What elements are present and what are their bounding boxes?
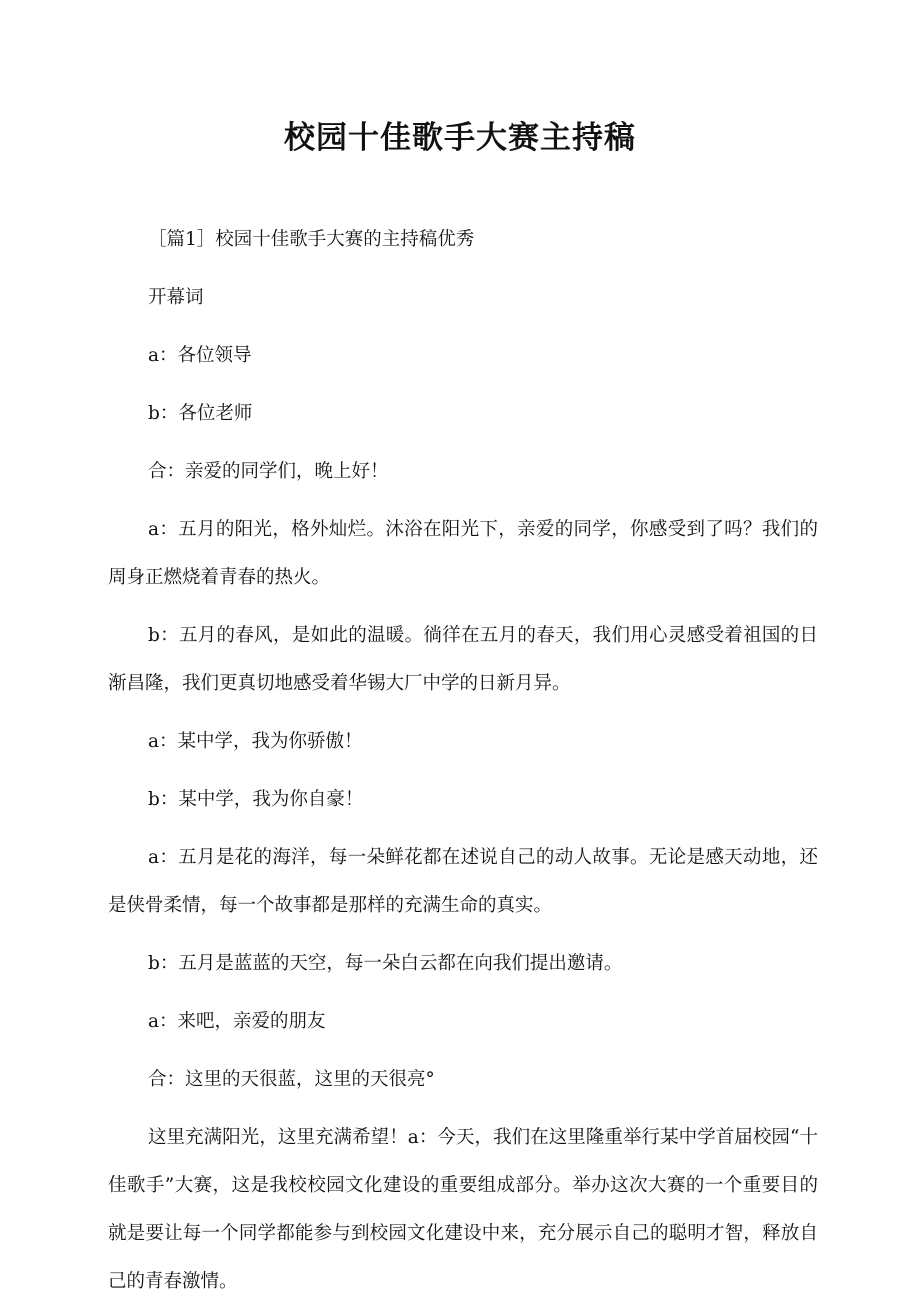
paragraph: a：某中学，我为你骄傲！	[148, 731, 363, 752]
paragraph: b：五月是蓝蓝的天空，每一朵白云都在向我们提出邀请。	[148, 953, 623, 974]
paragraph: a：五月是花的海洋，每一朵鲜花都在述说自己的动人故事。无论是感天动地，还是侠骨柔情，每一个故事都是那样的充满生命的真实。	[108, 847, 818, 916]
paragraph: 这里充满阳光，这里充满希望！a：今天，我们在这里隆重举行某中学首届校园“十佳歌手”大赛，这是我校校园文化建设的重要组成部分。举办这次大赛的一个重要目的就是要让每一个同学都能参与到校园文化建设中来，充分展示自己的聪明才智，释放自己的青春激情。	[108, 1127, 818, 1292]
paragraph: a：来吧，亲爱的朋友	[148, 1011, 326, 1032]
section-heading: ［篇1］校园十佳歌手大赛的主持稿优秀	[148, 229, 475, 250]
paragraph: 开幕词	[148, 287, 204, 308]
document-body	[108, 216, 818, 1316]
paragraph: 合：这里的天很蓝，这里的天很亮°	[148, 1069, 435, 1090]
document-title: 校园十佳歌手大赛主持稿	[284, 120, 636, 156]
paragraph: b：五月的春风，是如此的温暖。徜徉在五月的春天，我们用心灵感受着祖国的日渐昌隆，我们更真切地感受着华锡大厂中学的日新月异。	[108, 625, 818, 694]
paragraph: a：五月的阳光，格外灿烂。沐浴在阳光下，亲爱的同学，你感受到了吗？我们的周身正燃烧着青春的热火。	[108, 519, 818, 588]
paragraph: 合：亲爱的同学们，晚上好！	[148, 461, 389, 482]
paragraph: a：各位领导	[148, 345, 252, 366]
paragraph: b：各位老师	[148, 403, 253, 424]
paragraph: b：某中学，我为你自豪！	[148, 789, 364, 810]
